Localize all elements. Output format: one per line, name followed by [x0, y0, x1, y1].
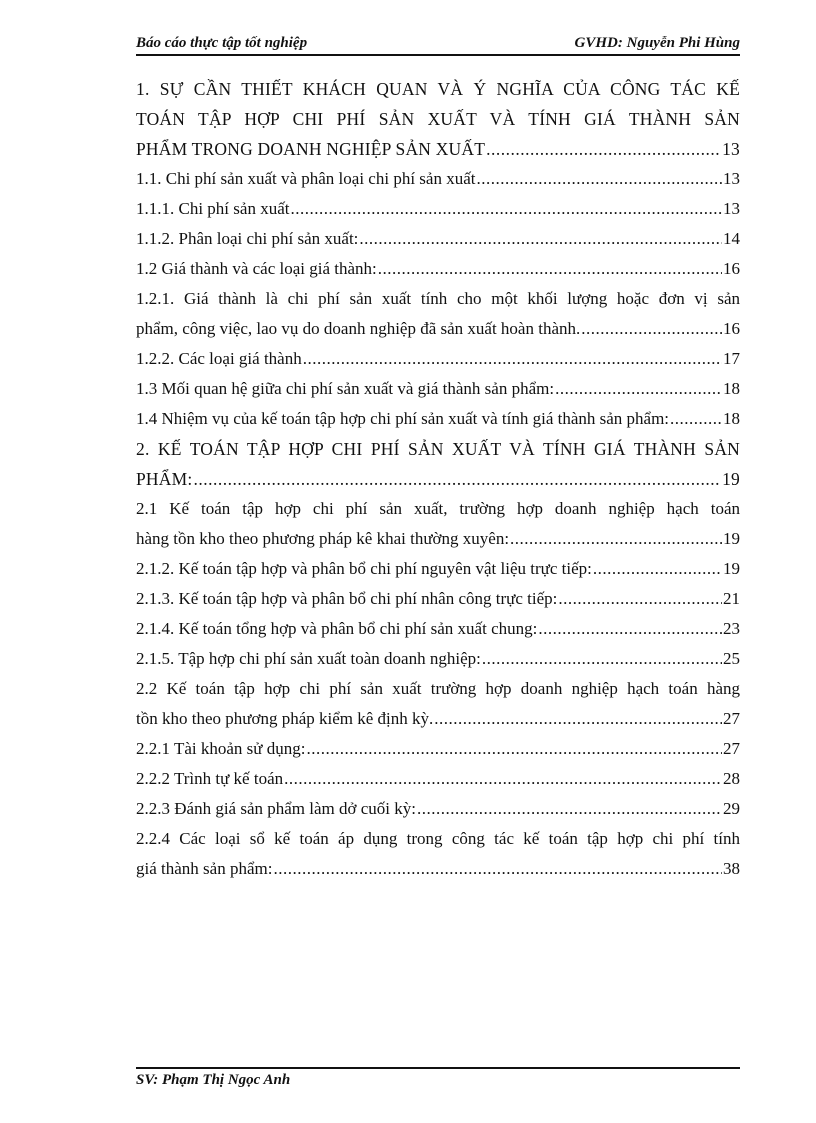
toc-entry[interactable]: [136, 614, 740, 644]
toc-entry-text: 2.2.4 Các loại sổ kế toán áp dụng trong công tác kế toán tập hợp chi phí tính: [136, 829, 740, 848]
toc-page-number: 16: [723, 319, 740, 338]
toc-page-number: 25: [723, 649, 740, 668]
toc-entry[interactable]: [136, 734, 740, 764]
toc-entry-text: 2.1.5. Tập hợp chi phí sản xuất toàn doanh nghiệp:: [136, 649, 481, 668]
toc-entry[interactable]: [136, 824, 740, 884]
toc-entry-text: giá thành sản phẩm:: [136, 859, 273, 878]
dot-leader: [558, 584, 722, 614]
dot-leader: [486, 134, 721, 164]
toc-entry-text: 1.2 Giá thành và các loại giá thành:: [136, 259, 377, 278]
toc-page-number: 16: [723, 259, 740, 278]
toc-entry-text: 2. KẾ TOÁN TẬP HỢP CHI PHÍ SẢN XUẤT VÀ TÍNH GIÁ THÀNH SẢN: [136, 439, 740, 459]
toc-page-number: 21: [723, 589, 740, 608]
toc-page-number: 13: [723, 199, 740, 218]
toc-entry[interactable]: [136, 674, 740, 734]
toc-entry-text: 2.1.3. Kế toán tập hợp và phân bổ chi phí nhân công trực tiếp:: [136, 589, 558, 608]
toc-entry[interactable]: [136, 344, 740, 374]
toc-entry-text: 1.3 Mối quan hệ giữa chi phí sản xuất và giá thành sản phẩm:: [136, 379, 555, 398]
header-supervisor: GVHD: Nguyễn Phi Hùng: [574, 35, 740, 51]
toc-entry-text: 1. SỰ CẦN THIẾT KHÁCH QUAN VÀ Ý NGHĨA CỦA CÔNG TÁC KẾ: [136, 79, 740, 99]
toc-page-number: 17: [723, 349, 740, 368]
toc-entry[interactable]: [136, 434, 740, 494]
toc-page-number: 38: [723, 859, 740, 878]
toc-entry-text: 2.2.2 Trình tự kế toán: [136, 769, 284, 788]
dot-leader: [303, 344, 722, 374]
page-header: [136, 34, 740, 56]
toc-entry-text: 2.1 Kế toán tập hợp chi phí sản xuất, trường hợp doanh nghiệp hạch toán: [136, 499, 740, 518]
dot-leader: [510, 524, 722, 554]
toc-entry[interactable]: [136, 74, 740, 164]
toc-entry[interactable]: [136, 254, 740, 284]
dot-leader: [193, 464, 721, 494]
toc-entry[interactable]: [136, 224, 740, 254]
toc-entry[interactable]: [136, 764, 740, 794]
dot-leader: [290, 194, 722, 224]
toc-page-number: 19: [722, 469, 740, 489]
dot-leader: [476, 164, 722, 194]
page-footer: [136, 1067, 740, 1089]
toc-entry-text: 2.2.3 Đánh giá sản phẩm làm dở cuối kỳ:: [136, 799, 416, 818]
toc-entry-text: PHẨM TRONG DOANH NGHIỆP SẢN XUẤT: [136, 139, 486, 159]
toc-entry[interactable]: [136, 374, 740, 404]
toc-entry[interactable]: [136, 194, 740, 224]
toc-page-number: 18: [723, 379, 740, 398]
toc-entry-text: 1.2.2. Các loại giá thành: [136, 349, 302, 368]
toc-entry[interactable]: [136, 494, 740, 554]
dot-leader: [378, 254, 722, 284]
toc-entry-text: 1.1.2. Phân loại chi phí sản xuất:: [136, 229, 359, 248]
dot-leader: [359, 224, 722, 254]
dot-leader: [482, 644, 722, 674]
toc-page-number: 13: [723, 169, 740, 188]
table-of-contents: [136, 74, 740, 884]
toc-entry[interactable]: [136, 584, 740, 614]
toc-page-number: 29: [723, 799, 740, 818]
toc-page-number: 19: [723, 529, 740, 548]
dot-leader: [417, 794, 722, 824]
toc-entry[interactable]: [136, 164, 740, 194]
toc-page-number: 23: [723, 619, 740, 638]
toc-entry-text: 2.1.4. Kế toán tổng hợp và phân bổ chi phí sản xuất chung:: [136, 619, 538, 638]
dot-leader: [284, 764, 722, 794]
dot-leader: [593, 554, 722, 584]
toc-page-number: 19: [723, 559, 740, 578]
toc-page-number: 28: [723, 769, 740, 788]
dot-leader: [555, 374, 722, 404]
dot-leader: [670, 404, 722, 434]
toc-entry-text: TOÁN TẬP HỢP CHI PHÍ SẢN XUẤT VÀ TÍNH GIÁ THÀNH SẢN: [136, 109, 740, 129]
dot-leader: [538, 614, 722, 644]
footer-student-name: SV: Phạm Thị Ngọc Anh: [136, 1072, 291, 1088]
toc-page-number: 14: [723, 229, 740, 248]
toc-entry[interactable]: [136, 554, 740, 584]
toc-entry-text: 2.1.2. Kế toán tập hợp và phân bổ chi phí nguyên vật liệu trực tiếp:: [136, 559, 592, 578]
toc-page-number: 13: [722, 139, 740, 159]
toc-entry-text: tồn kho theo phương pháp kiểm kê định kỳ.: [136, 709, 434, 728]
toc-page-number: 27: [723, 739, 740, 758]
toc-entry-text: hàng tồn kho theo phương pháp kê khai thường xuyên:: [136, 529, 510, 548]
toc-entry-text: 1.2.1. Giá thành là chi phí sản xuất tính cho một khối lượng hoặc đơn vị sản: [136, 289, 740, 308]
toc-entry-text: 1.1. Chi phí sản xuất và phân loại chi phí sản xuất: [136, 169, 476, 188]
toc-entry-text: 1.4 Nhiệm vụ của kế toán tập hợp chi phí sản xuất và tính giá thành sản phẩm:: [136, 409, 670, 428]
toc-entry[interactable]: [136, 644, 740, 674]
toc-page-number: 18: [723, 409, 740, 428]
toc-entry-text: 1.1.1. Chi phí sản xuất: [136, 199, 290, 218]
dot-leader: [306, 734, 722, 764]
toc-entry-text: 2.2.1 Tài khoản sử dụng:: [136, 739, 306, 758]
dot-leader: [581, 314, 722, 344]
toc-entry[interactable]: [136, 404, 740, 434]
toc-page-number: 27: [723, 709, 740, 728]
toc-entry[interactable]: [136, 284, 740, 344]
dot-leader: [434, 704, 722, 734]
dot-leader: [273, 854, 722, 884]
toc-entry-text: phẩm, công việc, lao vụ do doanh nghiệp đã sản xuất hoàn thành.: [136, 319, 581, 338]
toc-entry-text: PHẨM:: [136, 469, 193, 489]
toc-entry[interactable]: [136, 794, 740, 824]
toc-entry-text: 2.2 Kế toán tập hợp chi phí sản xuất trường hợp doanh nghiệp hạch toán hàng: [136, 679, 740, 698]
header-report-title: Báo cáo thực tập tốt nghiệp: [136, 35, 308, 51]
